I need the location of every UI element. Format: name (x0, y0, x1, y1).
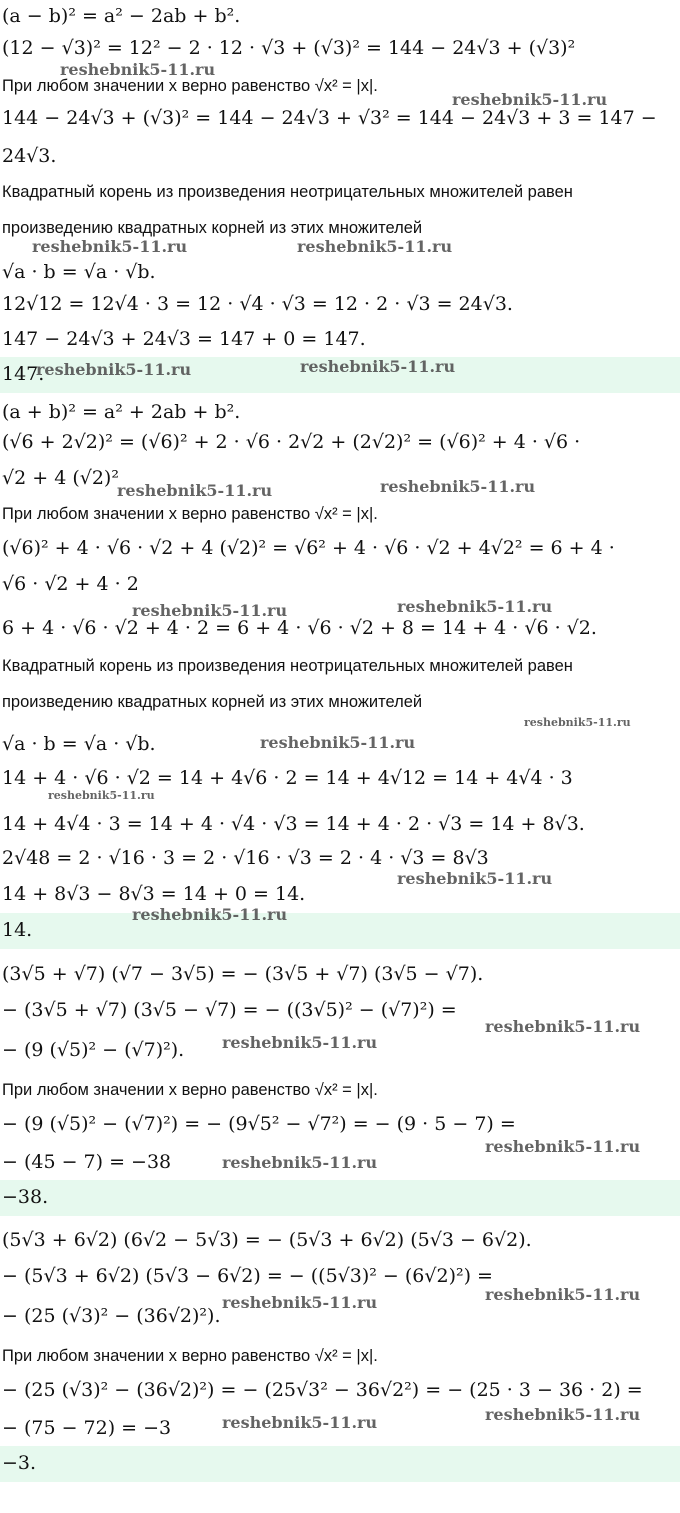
watermark: reshebnik5-11.ru (222, 1033, 378, 1052)
formula-line: (√6)² + 4 · √6 · √2 + 4 (√2)² = √6² + 4 · √6 · √2 + 4√2² = 6 + 4 · (2, 537, 615, 559)
watermark: reshebnik5-11.ru (380, 477, 536, 496)
watermark: reshebnik5-11.ru (485, 1405, 641, 1424)
formula-line: (5√3 + 6√2) (6√2 − 5√3) = − (5√3 + 6√2) (5√3 − 6√2). (2, 1229, 532, 1251)
answer-value: 14. (2, 919, 33, 941)
formula-line: √6 · √2 + 4 · 2 (2, 573, 139, 595)
answer-row (0, 1180, 680, 1216)
formula-line: 6 + 4 · √6 · √2 + 4 · 2 = 6 + 4 · √6 · √2 + 8 = 14 + 4 · √6 · √2. (2, 617, 597, 639)
formula-line: (3√5 + √7) (√7 − 3√5) = − (3√5 + √7) (3√5 − √7). (2, 963, 484, 985)
watermark: reshebnik5-11.ru (397, 869, 553, 888)
watermark: reshebnik5-11.ru (397, 597, 553, 616)
formula-line: − (25 (√3)² − (36√2)²). (2, 1305, 221, 1327)
text-line: Квадратный корень из произведения неотрицательных множителей равен (2, 183, 573, 201)
formula-line: 24√3. (2, 145, 57, 167)
watermark: reshebnik5-11.ru (32, 237, 188, 256)
formula-line: 14 + 4 · √6 · √2 = 14 + 4√6 · 2 = 14 + 4√12 = 14 + 4√4 · 3 (2, 767, 573, 789)
formula-line: 147 − 24√3 + 24√3 = 147 + 0 = 147. (2, 328, 366, 350)
watermark: reshebnik5-11.ru (222, 1293, 378, 1312)
watermark: reshebnik5-11.ru (222, 1153, 378, 1172)
formula-line: − (3√5 + √7) (3√5 − √7) = − ((3√5)² − (√7)²) = (2, 999, 457, 1021)
text-line: При любом значении x верно равенство √x² = |x|. (2, 1347, 378, 1365)
watermark: reshebnik5-11.ru (222, 1413, 378, 1432)
answer-row (0, 913, 680, 949)
formula-line: − (75 − 72) = −3 (2, 1417, 172, 1439)
watermark: reshebnik5-11.ru (485, 1017, 641, 1036)
formula-line: √2 + 4 (√2)² (2, 467, 119, 489)
answer-value: −3. (2, 1452, 37, 1474)
watermark: reshebnik5-11.ru (524, 716, 631, 729)
formula-line: − (45 − 7) = −38 (2, 1151, 172, 1173)
watermark: reshebnik5-11.ru (297, 237, 453, 256)
formula-line: (a − b)² = a² − 2ab + b². (2, 5, 241, 27)
text-line: Квадратный корень из произведения неотрицательных множителей равен (2, 657, 573, 675)
formula-line: √a · b = √a · √b. (2, 733, 156, 755)
watermark: reshebnik5-11.ru (452, 90, 608, 109)
answer-row (0, 1446, 680, 1482)
formula-line: (12 − √3)² = 12² − 2 · 12 · √3 + (√3)² = 144 − 24√3 + (√3)² (2, 37, 576, 59)
formula-line: − (9 (√5)² − (√7)²). (2, 1039, 185, 1061)
formula-line: √a · b = √a · √b. (2, 261, 156, 283)
watermark: reshebnik5-11.ru (485, 1137, 641, 1156)
text-line: При любом значении x верно равенство √x² = |x|. (2, 77, 378, 95)
watermark: reshebnik5-11.ru (48, 789, 155, 802)
watermark: reshebnik5-11.ru (485, 1285, 641, 1304)
text-line: произведению квадратных корней из этих множителей (2, 693, 423, 711)
formula-line: 14 + 8√3 − 8√3 = 14 + 0 = 14. (2, 883, 306, 905)
formula-line: − (9 (√5)² − (√7)²) = − (9√5² − √7²) = − (9 · 5 − 7) = (2, 1113, 516, 1135)
watermark: reshebnik5-11.ru (60, 60, 216, 79)
answer-value: −38. (2, 1186, 49, 1208)
formula-line: 12√12 = 12√4 · 3 = 12 · √4 · √3 = 12 · 2 · √3 = 24√3. (2, 293, 513, 315)
watermark: reshebnik5-11.ru (132, 601, 288, 620)
formula-line: 144 − 24√3 + (√3)² = 144 − 24√3 + √3² = 144 − 24√3 + 3 = 147 − (2, 107, 657, 129)
answer-value: 147. (2, 363, 45, 385)
formula-line: 14 + 4√4 · 3 = 14 + 4 · √4 · √3 = 14 + 4 · 2 · √3 = 14 + 8√3. (2, 813, 585, 835)
formula-line: (a + b)² = a² + 2ab + b². (2, 401, 241, 423)
formula-line: − (5√3 + 6√2) (5√3 − 6√2) = − ((5√3)² − (6√2)²) = (2, 1265, 493, 1287)
text-line: При любом значении x верно равенство √x² = |x|. (2, 1081, 378, 1099)
formula-line: (√6 + 2√2)² = (√6)² + 2 · √6 · 2√2 + (2√2)² = (√6)² + 4 · √6 · (2, 431, 581, 453)
watermark: reshebnik5-11.ru (260, 733, 416, 752)
text-line: При любом значении x верно равенство √x² = |x|. (2, 505, 378, 523)
formula-line: − (25 (√3)² − (36√2)²) = − (25√3² − 36√2²) = − (25 · 3 − 36 · 2) = (2, 1379, 643, 1401)
text-line: произведению квадратных корней из этих множителей (2, 219, 423, 237)
watermark: reshebnik5-11.ru (300, 357, 456, 376)
watermark: reshebnik5-11.ru (117, 481, 273, 500)
watermark: reshebnik5-11.ru (36, 360, 192, 379)
watermark: reshebnik5-11.ru (132, 905, 288, 924)
formula-line: 2√48 = 2 · √16 · 3 = 2 · √16 · √3 = 2 · 4 · √3 = 8√3 (2, 847, 489, 869)
